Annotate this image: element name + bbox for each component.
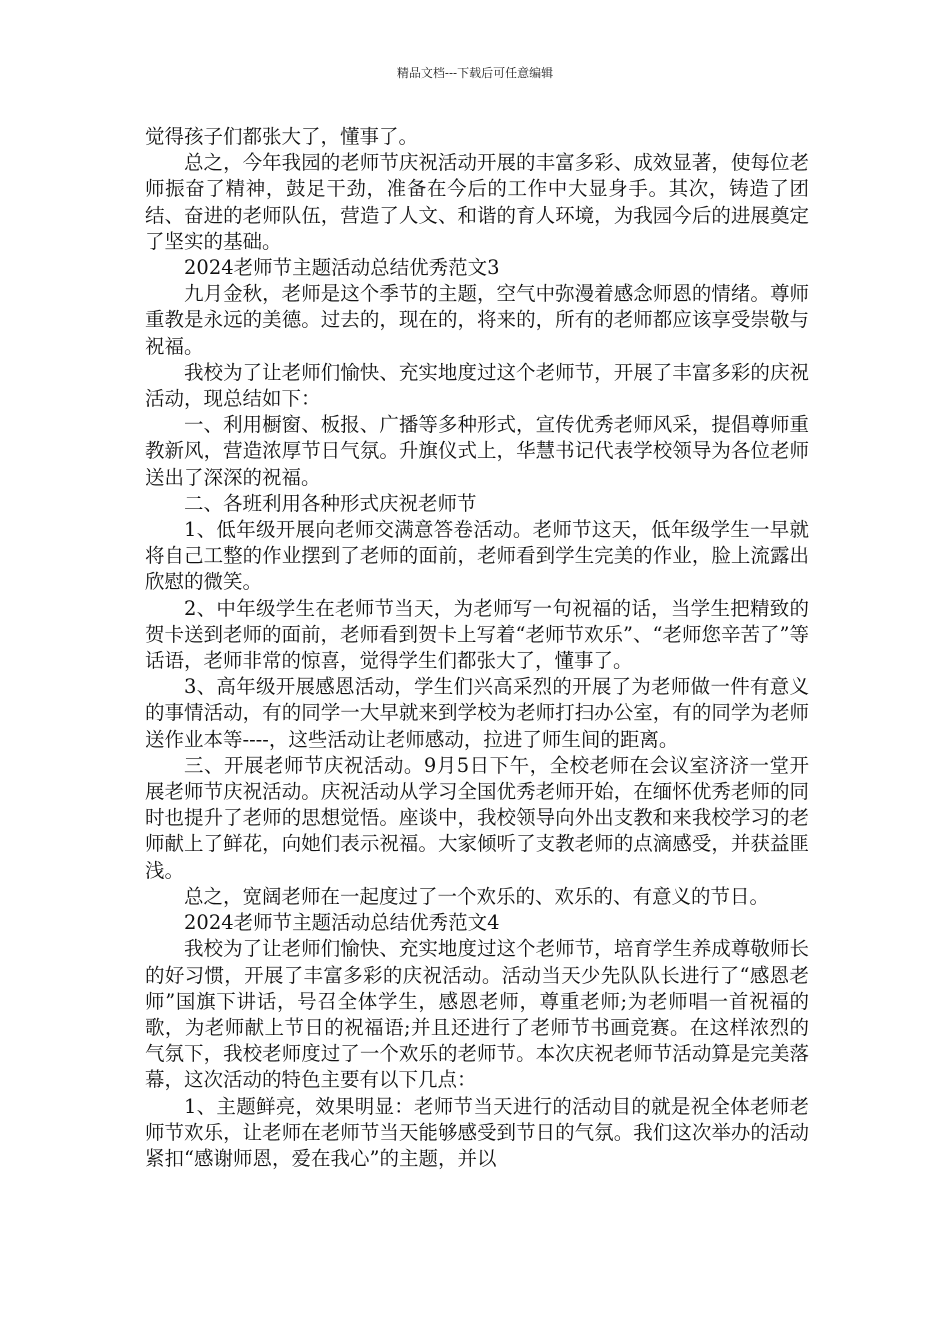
section-heading: 2024老师节主题活动总结优秀范文4 (184, 911, 500, 935)
paragraph: 2、中年级学生在老师节当天，为老师写一句祝福的话，当学生把精致的贺卡送到老师的面前，老师看到贺卡上写着“老师节欢乐”、“老师您辛苦了”等话语，老师非常的惊喜，觉得学生们都张大了，懂事了。 (145, 596, 809, 673)
paragraph: 我校为了让老师们愉快、充实地度过这个老师节，开展了丰富多彩的庆祝活动，现总结如下： (145, 360, 809, 411)
paragraph: 九月金秋，老师是这个季节的主题，空气中弥漫着感念师恩的情绪。尊师重教是永远的美德。过去的，现在的，将来的，所有的老师都应该享受崇敬与祝福。 (145, 282, 809, 358)
paragraph: 总之，今年我园的老师节庆祝活动开展的丰富多彩、成效显著，使每位老师振奋了精神，鼓足干劲，准备在今后的工作中大显身手。其次，铸造了团结、奋进的老师队伍，营造了人文、和谐的育人环境，为我园今后的进展奠定了坚实的基础。 (145, 151, 809, 253)
paragraph: 总之，宽阔老师在一起度过了一个欢乐的、欢乐的、有意义的节日。 (184, 884, 770, 908)
section-heading: 2024老师节主题活动总结优秀范文3 (184, 256, 500, 280)
paragraph: 一、利用橱窗、板报、广播等多种形式，宣传优秀老师风采，提倡尊师重教新风，营造浓厚节日气氛。升旗仪式上，华慧书记代表学校领导为各位老师送出了深深的祝福。 (145, 413, 809, 489)
paragraph: 1、主题鲜亮，效果明显：老师节当天进行的活动目的就是祝全体老师老师节欢乐，让老师在老师节当天能够感受到节日的气氛。我们这次举办的活动紧扣“感谢师恩，爱在我心”的主题，并以 (145, 1094, 809, 1170)
paragraph: 三、开展老师节庆祝活动。9月5日下午，全校老师在会议室济济一堂开展老师节庆祝活动。庆祝活动从学习全国优秀老师开始，在缅怀优秀老师的同时也提升了老师的思想觉悟。座谈中，我校领导向外出支教和来我校学习的老师献上了鲜花，向她们表示祝福。大家倾听了支教老师的点滴感受，并获益匪浅。 (145, 753, 809, 882)
paragraph: 3、高年级开展感恩活动，学生们兴高采烈的开展了为老师做一件有意义的事情活动，有的同学一大早就来到学校为老师打扫办公室，有的同学为老师送作业本等----，这些活动让老师感动，拉进了师生间的距离。 (145, 675, 809, 751)
paragraph: 我校为了让老师们愉快、充实地度过这个老师节，培育学生养成尊敬师长的好习惯，开展了丰富多彩的庆祝活动。活动当天少先队队长进行了“感恩老师”国旗下讲话，号召全体学生，感恩老师，尊重老师;为老师唱一首祝福的歌，为老师献上节日的祝福语;并且还进行了老师节书画竞赛。在这样浓烈的气氛下，我校老师度过了一个欢乐的老师节。本次庆祝老师节活动算是完美落幕，这次活动的特色主要有以下几点： (145, 937, 809, 1092)
paragraph: 觉得孩子们都张大了，懂事了。 (145, 125, 419, 148)
paragraph: 1、低年级开展向老师交满意答卷活动。老师节这天，低年级学生一早就将自己工整的作业摆到了老师的面前，老师看到学生完美的作业，脸上流露出欣慰的微笑。 (145, 518, 809, 594)
document-body (145, 124, 809, 1172)
page-header: 精品文档---下载后可任意编辑 (396, 66, 554, 80)
paragraph: 二、各班利用各种形式庆祝老师节 (184, 491, 477, 515)
